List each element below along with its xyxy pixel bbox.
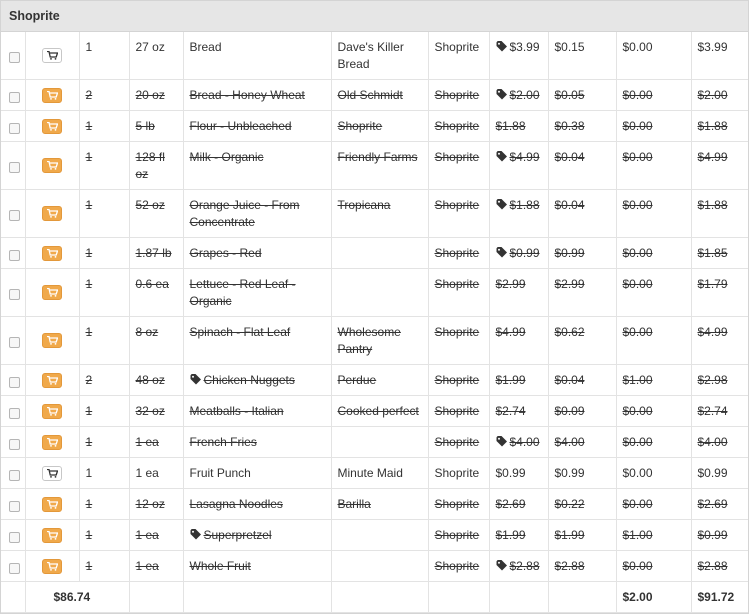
discount: $0.00 [616,142,691,190]
cart-toggle-button[interactable] [42,404,62,419]
size: 1.87 lb [129,238,183,269]
price: $2.69 [495,497,526,511]
price-cell [489,396,548,427]
list-item [1,238,748,269]
cart-cell [25,142,79,190]
unit-price: $2.88 [548,551,616,582]
unit-price: $4.00 [548,427,616,458]
price: $1.99 [495,373,526,387]
price: $1.88 [509,198,540,212]
unit-price: $2.99 [548,269,616,317]
price-cell [489,238,548,269]
list-item [1,269,748,317]
store: Shoprite [428,489,489,520]
cart-cell [25,80,79,111]
quantity: 1 [79,396,129,427]
store: Shoprite [428,269,489,317]
line-total: $1.85 [691,238,748,269]
quantity: 1 [79,111,129,142]
cart-toggle-button[interactable] [42,119,62,134]
row-select-cell [1,396,25,427]
quantity: 1 [79,142,129,190]
quantity: 1 [79,317,129,365]
unit-price: $0.99 [548,238,616,269]
item-name-cell [183,396,331,427]
shopping-list-table [1,32,748,613]
line-total: $1.88 [691,111,748,142]
quantity: 1 [79,520,129,551]
unit-price: $0.62 [548,317,616,365]
price-cell [489,427,548,458]
brand: Friendly Farms [331,142,428,190]
discount: $0.00 [616,32,691,80]
store: Shoprite [428,80,489,111]
tag-icon [190,373,204,387]
price-cell [489,365,548,396]
line-total: $0.99 [691,458,748,489]
item-name: Chicken Nuggets [203,373,295,387]
quantity: 1 [79,458,129,489]
size: 1 ea [129,551,183,582]
store: Shoprite [428,238,489,269]
cart-cell [25,489,79,520]
item-name: Superpretzel [203,528,272,542]
item-name-cell [183,190,331,238]
item-name: Fruit Punch [189,466,251,480]
remaining-total: $86.74 [25,582,129,613]
row-select-cell [1,427,25,458]
cart-toggle-button[interactable] [42,528,62,543]
item-name: Flour - Unbleached [189,119,292,133]
item-name-cell [183,458,331,489]
row-checkbox[interactable] [9,162,20,173]
row-checkbox[interactable] [9,289,20,300]
discount: $0.00 [616,489,691,520]
price-cell [489,520,548,551]
price-cell [489,551,548,582]
line-total: $1.79 [691,269,748,317]
price: $2.88 [509,559,540,573]
line-total: $2.88 [691,551,748,582]
row-checkbox[interactable] [9,470,20,481]
cart-toggle-button[interactable] [42,158,62,173]
store: Shoprite [428,396,489,427]
quantity: 1 [79,551,129,582]
list-item [1,32,748,80]
list-item [1,551,748,582]
row-checkbox[interactable] [9,52,20,63]
row-checkbox[interactable] [9,377,20,388]
tag-icon [496,246,510,260]
list-item [1,520,748,551]
cart-toggle-button[interactable] [42,285,62,300]
cart-cell [25,317,79,365]
size: 48 oz [129,365,183,396]
row-checkbox[interactable] [9,563,20,574]
unit-price: $0.09 [548,396,616,427]
cart-cell [25,238,79,269]
line-total: $0.99 [691,520,748,551]
price: $4.99 [509,150,540,164]
price-cell [489,111,548,142]
cart-toggle-button[interactable] [42,435,62,450]
list-item [1,142,748,190]
cart-cell [25,551,79,582]
row-select-cell [1,80,25,111]
cart-cell [25,32,79,80]
discount: $0.00 [616,427,691,458]
item-name-cell [183,80,331,111]
discount: $0.00 [616,458,691,489]
size: 20 oz [129,80,183,111]
item-name-cell [183,317,331,365]
tag-icon [190,528,204,542]
row-select-cell [1,489,25,520]
price-cell [489,458,548,489]
item-name-cell [183,551,331,582]
item-name: Lasagna Noodles [189,497,283,511]
store: Shoprite [428,190,489,238]
grand-total: $91.72 [691,582,748,613]
unit-price: $0.38 [548,111,616,142]
quantity: 1 [79,427,129,458]
price: $2.74 [495,404,526,418]
item-name: Spinach - Flat Leaf [189,325,291,339]
cart-cell [25,111,79,142]
discount: $1.00 [616,520,691,551]
item-name: Whole Fruit [189,559,251,573]
price-cell [489,489,548,520]
brand [331,427,428,458]
list-item [1,80,748,111]
tag-icon [496,40,510,54]
size: 0.6 ea [129,269,183,317]
item-name: French Fries [189,435,257,449]
unit-price: $0.22 [548,489,616,520]
discount: $0.00 [616,238,691,269]
cart-cell [25,190,79,238]
size: 1 ea [129,458,183,489]
list-item [1,190,748,238]
item-name-cell [183,238,331,269]
line-total: $2.69 [691,489,748,520]
cart-toggle-button[interactable] [42,206,62,221]
list-item [1,489,748,520]
cart-cell [25,520,79,551]
line-total: $4.99 [691,142,748,190]
store: Shoprite [428,317,489,365]
store: Shoprite [428,142,489,190]
quantity: 1 [79,238,129,269]
discount-total: $2.00 [616,582,691,613]
discount: $0.00 [616,190,691,238]
item-name-cell [183,269,331,317]
row-checkbox[interactable] [9,501,20,512]
price-cell [489,142,548,190]
row-checkbox[interactable] [9,337,20,348]
row-select-cell [1,551,25,582]
item-name: Milk - Organic [189,150,264,164]
size: 128 fl oz [129,142,183,190]
price-cell [489,269,548,317]
line-total: $2.98 [691,365,748,396]
cart-toggle-button[interactable] [42,48,62,63]
list-item [1,111,748,142]
unit-price: $0.15 [548,32,616,80]
row-checkbox[interactable] [9,123,20,134]
row-select-cell [1,32,25,80]
brand: Minute Maid [331,458,428,489]
list-item [1,396,748,427]
line-total: $4.99 [691,317,748,365]
quantity: 1 [79,32,129,80]
price: $2.00 [509,88,540,102]
size: 5 lb [129,111,183,142]
list-item [1,458,748,489]
row-select-cell [1,238,25,269]
store: Shoprite [428,365,489,396]
row-checkbox[interactable] [9,250,20,261]
unit-price: $0.04 [548,142,616,190]
row-select-cell [1,142,25,190]
list-item [1,427,748,458]
size: 27 oz [129,32,183,80]
row-select-cell [1,317,25,365]
discount: $0.00 [616,80,691,111]
price: $3.99 [509,40,540,54]
store: Shoprite [428,32,489,80]
quantity: 2 [79,80,129,111]
cart-toggle-button[interactable] [42,246,62,261]
cart-cell [25,365,79,396]
brand [331,520,428,551]
brand: Perdue [331,365,428,396]
item-name-cell [183,32,331,80]
unit-price: $0.04 [548,190,616,238]
unit-price: $0.04 [548,365,616,396]
tag-icon [496,150,510,164]
totals-spacer [1,582,25,613]
price: $4.99 [495,325,526,339]
item-name-cell [183,142,331,190]
price: $2.99 [495,277,526,291]
price-cell [489,190,548,238]
row-select-cell [1,269,25,317]
tag-icon [496,559,510,573]
price: $0.99 [509,246,540,260]
size: 52 oz [129,190,183,238]
discount: $0.00 [616,396,691,427]
price: $0.99 [495,466,526,480]
row-select-cell [1,365,25,396]
price-cell [489,32,548,80]
brand: Cooked perfect [331,396,428,427]
price-cell [489,80,548,111]
store: Shoprite [428,520,489,551]
size: 1 ea [129,520,183,551]
size: 8 oz [129,317,183,365]
discount: $1.00 [616,365,691,396]
item-name: Lettuce - Red Leaf - Organic [189,277,296,308]
item-name: Grapes - Red [189,246,262,260]
brand [331,238,428,269]
row-select-cell [1,458,25,489]
cart-cell [25,427,79,458]
item-name: Bread - Honey Wheat [189,88,305,102]
item-name-cell [183,365,331,396]
quantity: 1 [79,489,129,520]
brand: Shoprite [331,111,428,142]
cart-cell [25,269,79,317]
list-item [1,365,748,396]
discount: $0.00 [616,551,691,582]
store: Shoprite [428,551,489,582]
line-total: $1.88 [691,190,748,238]
price: $1.99 [495,528,526,542]
row-checkbox[interactable] [9,408,20,419]
item-name: Bread [189,40,222,54]
unit-price: $0.99 [548,458,616,489]
item-name-cell [183,520,331,551]
row-select-cell [1,190,25,238]
store: Shoprite [428,427,489,458]
store-header: Shoprite [1,1,748,32]
brand [331,269,428,317]
cart-cell [25,396,79,427]
row-checkbox[interactable] [9,439,20,450]
brand: Dave's Killer Bread [331,32,428,80]
size: 12 oz [129,489,183,520]
discount: $0.00 [616,269,691,317]
row-select-cell [1,520,25,551]
tag-icon [496,198,510,212]
cart-toggle-button[interactable] [42,88,62,103]
brand: Wholesome Pantry [331,317,428,365]
cart-toggle-button[interactable] [42,373,62,388]
size: 1 ea [129,427,183,458]
row-checkbox[interactable] [9,532,20,543]
store: Shoprite [428,111,489,142]
cart-toggle-button[interactable] [42,466,62,481]
brand [331,551,428,582]
item-name-cell [183,489,331,520]
item-name: Meatballs - Italian [189,404,284,418]
row-select-cell [1,111,25,142]
brand: Old Schmidt [331,80,428,111]
store: Shoprite [428,458,489,489]
list-item [1,317,748,365]
line-total: $2.00 [691,80,748,111]
price: $4.00 [509,435,540,449]
discount: $0.00 [616,111,691,142]
tag-icon [496,435,510,449]
price-cell [489,317,548,365]
row-checkbox[interactable] [9,92,20,103]
item-name-cell [183,427,331,458]
discount: $0.00 [616,317,691,365]
cart-toggle-button[interactable] [42,559,62,574]
quantity: 1 [79,190,129,238]
totals-row [1,582,748,613]
quantity: 1 [79,269,129,317]
line-total: $2.74 [691,396,748,427]
price: $1.88 [495,119,526,133]
item-name: Orange Juice - From Concentrate [189,198,300,229]
item-name-cell [183,111,331,142]
size: 32 oz [129,396,183,427]
brand: Tropicana [331,190,428,238]
unit-price: $0.05 [548,80,616,111]
cart-toggle-button[interactable] [42,497,62,512]
row-checkbox[interactable] [9,210,20,221]
cart-toggle-button[interactable] [42,333,62,348]
cart-cell [25,458,79,489]
unit-price: $1.99 [548,520,616,551]
tag-icon [496,88,510,102]
line-total: $3.99 [691,32,748,80]
shopping-list-body [1,32,748,582]
quantity: 2 [79,365,129,396]
brand: Barilla [331,489,428,520]
line-total: $4.00 [691,427,748,458]
